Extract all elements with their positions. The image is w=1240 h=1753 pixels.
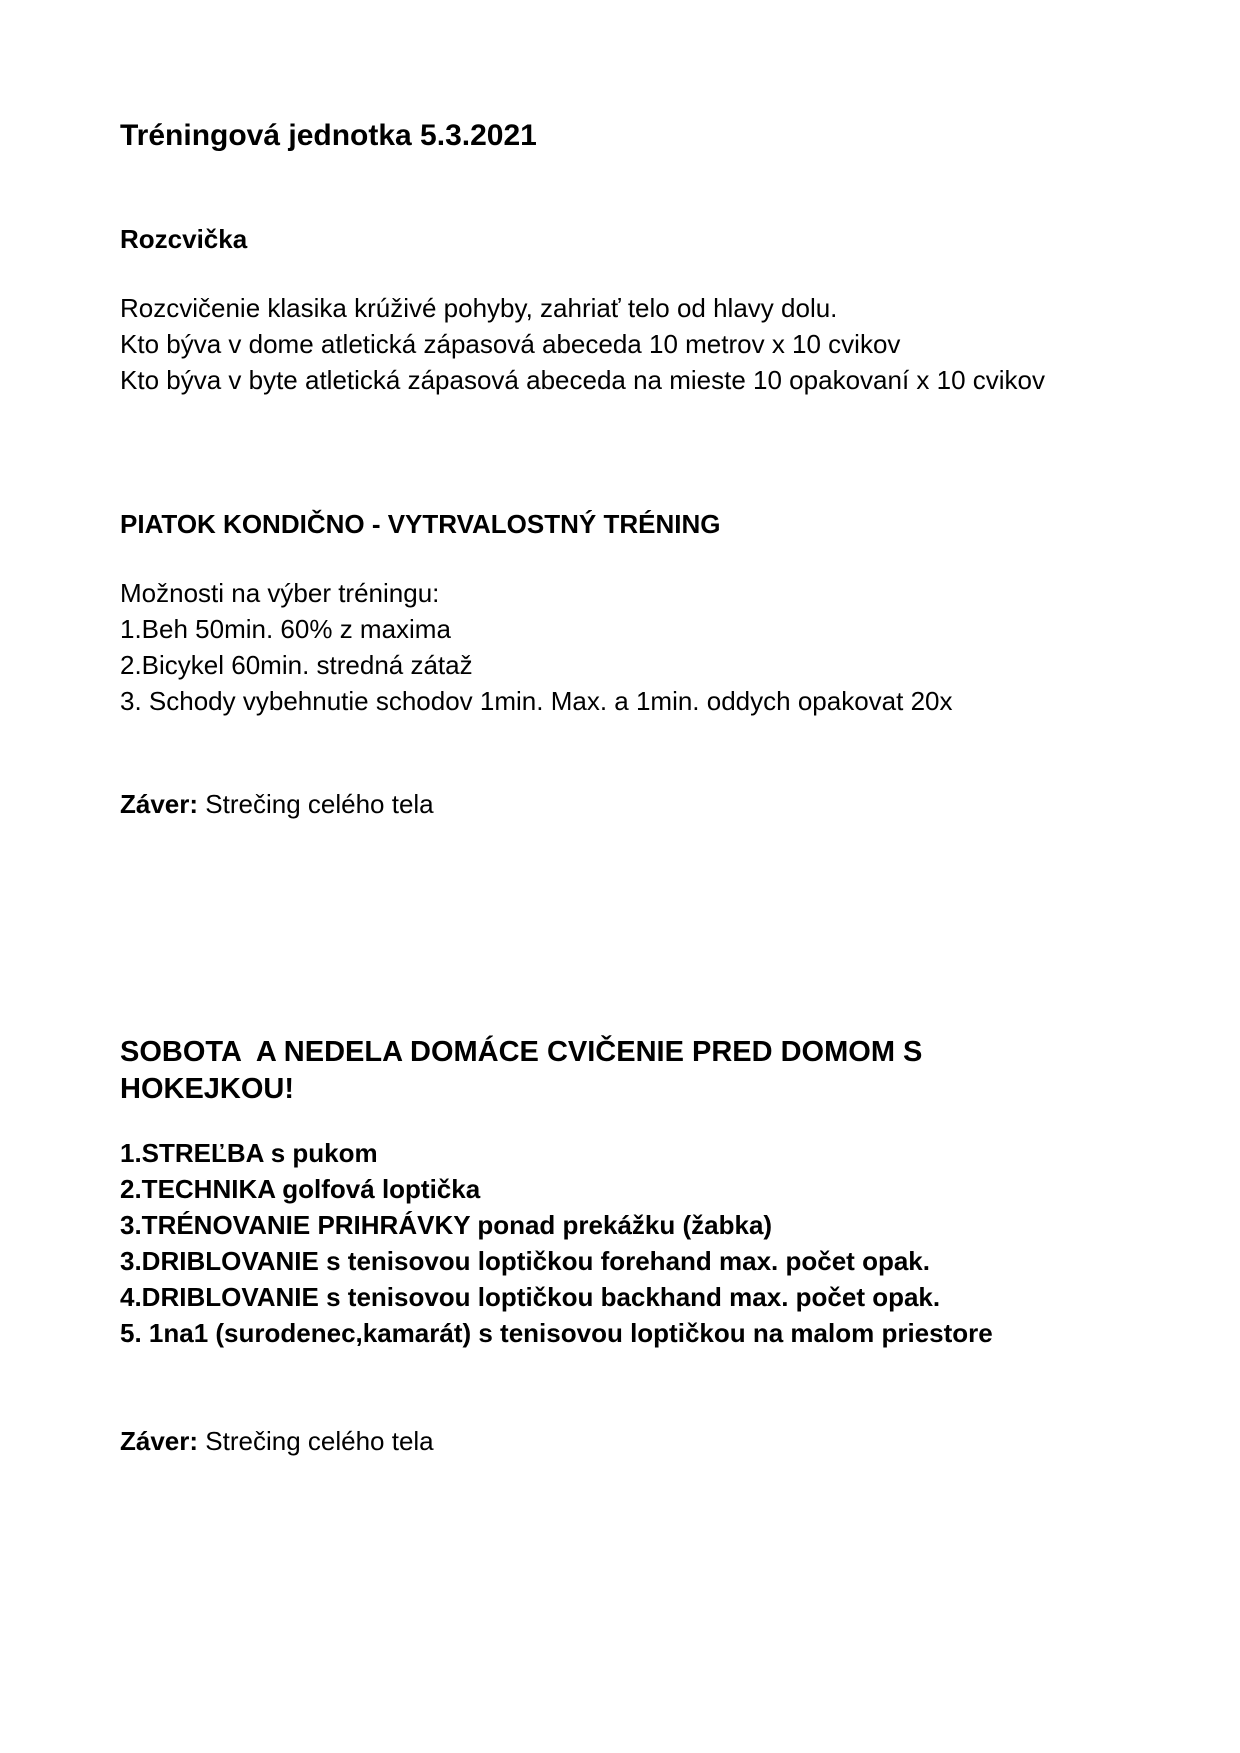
friday-options bbox=[120, 575, 1120, 719]
friday-option: 2.Bicykel 60min. stredná zátaž bbox=[120, 650, 473, 680]
weekend-exercise-item: 2.TECHNIKA golfová loptička bbox=[120, 1174, 481, 1204]
weekend-exercise-list bbox=[120, 1135, 1120, 1351]
weekend-heading: SOBOTA A NEDELA DOMÁCE CVIČENIE PRED DOMOM S HOKEJKOU! bbox=[120, 1036, 931, 1105]
weekend-exercise-item: 1.STREĽBA s pukom bbox=[120, 1138, 378, 1168]
friday-option: 1.Beh 50min. 60% z maxima bbox=[120, 614, 451, 644]
weekend-exercise-item: 5. 1na1 (surodenec,kamarát) s tenisovou loptičkou na malom priestore bbox=[120, 1318, 993, 1348]
document-title: Tréningová jednotka 5.3.2021 bbox=[120, 119, 537, 152]
warmup-line: Kto býva v dome atletická zápasová abeceda 10 metrov x 10 cvikov bbox=[120, 329, 901, 359]
friday-intro: Možnosti na výber tréningu: bbox=[120, 578, 440, 608]
friday-heading: PIATOK KONDIČNO - VYTRVALOSTNÝ TRÉNING bbox=[120, 509, 721, 539]
weekend-exercise-item: 3.TRÉNOVANIE PRIHRÁVKY ponad prekážku (žabka) bbox=[120, 1210, 773, 1240]
conclusion-text: Strečing celého tela bbox=[198, 789, 434, 819]
warmup-paragraph bbox=[120, 290, 1120, 398]
conclusion-label: Záver: bbox=[120, 1426, 199, 1456]
weekend-exercise-item: 3.DRIBLOVANIE s tenisovou loptičkou forehand max. počet opak. bbox=[120, 1246, 930, 1276]
warmup-line: Rozcvičenie klasika krúživé pohyby, zahriať telo od hlavy dolu. bbox=[120, 293, 838, 323]
conclusion-text: Strečing celého tela bbox=[198, 1426, 434, 1456]
warmup-line: Kto býva v byte atletická zápasová abeceda na mieste 10 opakovaní x 10 cvikov bbox=[120, 365, 1045, 395]
weekend-conclusion bbox=[120, 1423, 1120, 1459]
friday-conclusion bbox=[120, 786, 1120, 822]
weekend-exercise-item: 4.DRIBLOVANIE s tenisovou loptičkou backhand max. počet opak. bbox=[120, 1282, 941, 1312]
warmup-heading: Rozcvička bbox=[120, 224, 248, 254]
conclusion-label: Záver: bbox=[120, 789, 199, 819]
friday-option: 3. Schody vybehnutie schodov 1min. Max. a 1min. oddych opakovat 20x bbox=[120, 686, 953, 716]
